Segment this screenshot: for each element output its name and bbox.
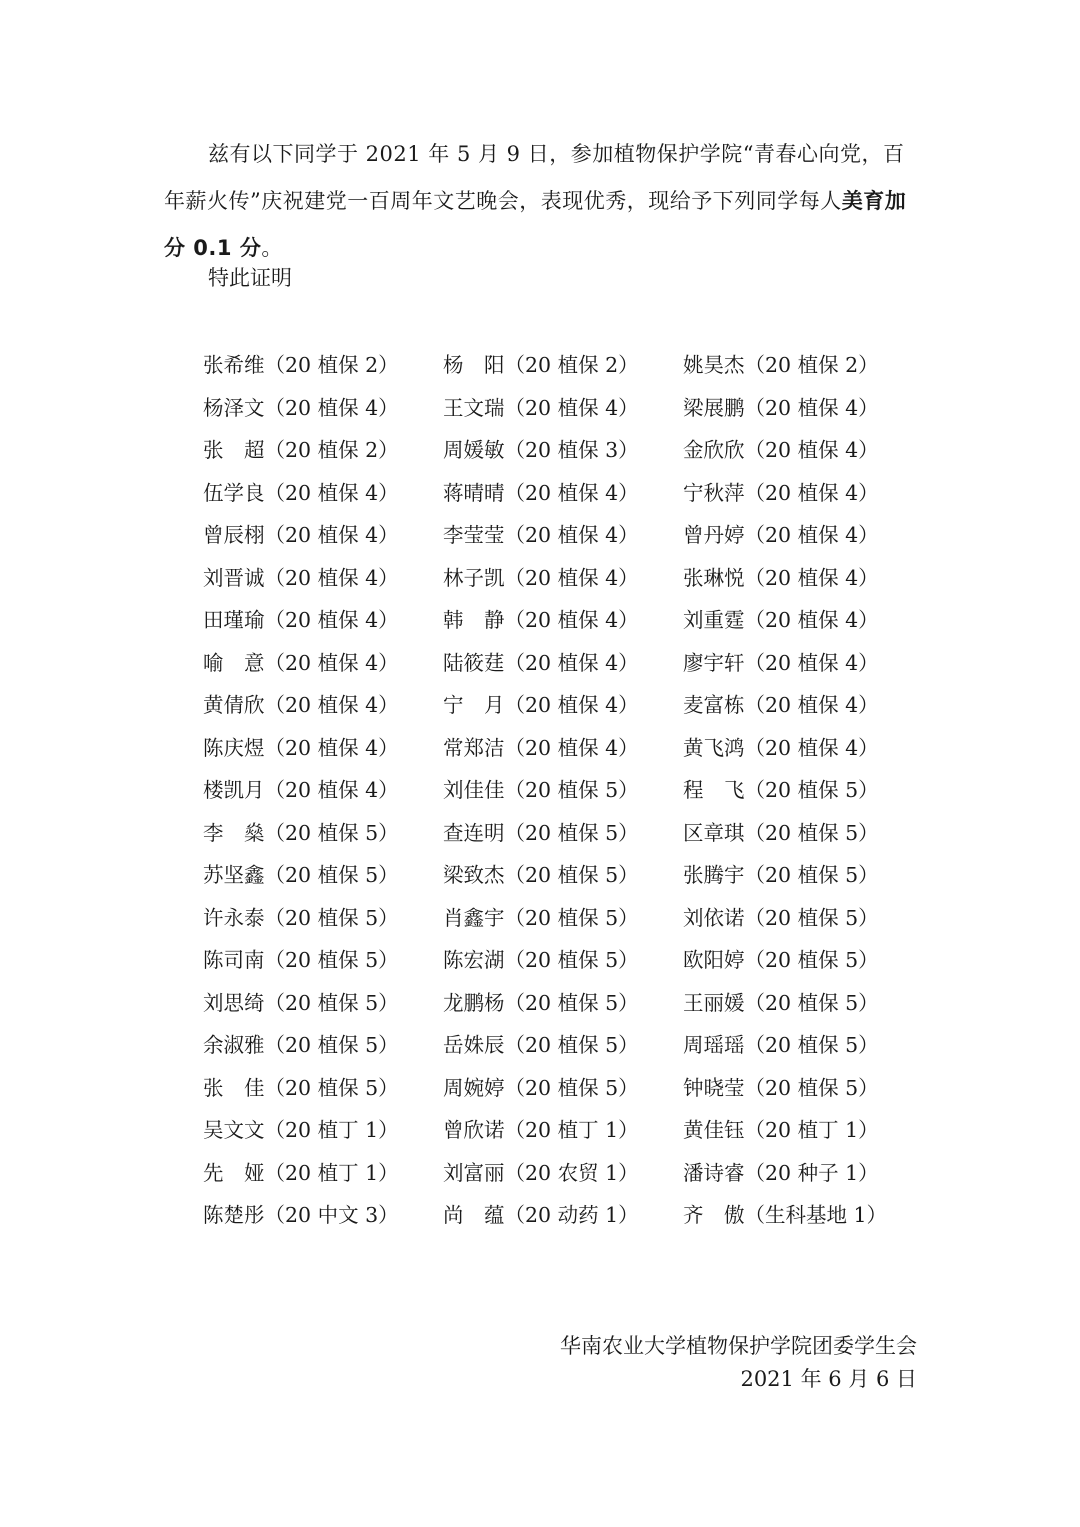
student-entry: 陈楚彤（20 中文 3） — [203, 1203, 399, 1228]
student-entry: 刘佳佳（20 植保 5） — [443, 778, 639, 803]
intro-bold-text: 美育加分 0.1 分 — [164, 189, 907, 260]
student-entry: 王丽媛（20 植保 5） — [683, 990, 879, 1015]
student-entry: 金欣欣（20 植保 4） — [683, 438, 879, 463]
student-entry: 刘晋诚（20 植保 4） — [203, 565, 399, 590]
signature-block — [560, 1330, 917, 1396]
name-row — [203, 470, 963, 513]
student-entry: 张琳悦（20 植保 4） — [683, 565, 879, 590]
intro-text: 兹有以下同学于 2021 年 5 月 9 日，参加植物保护学院“青春心向党，百年薪火传”庆祝建党一百周年文艺晚会，表现优秀，现给予下列同学每人 — [164, 142, 905, 213]
student-entry: 刘依诺（20 植保 5） — [683, 905, 879, 930]
name-row — [203, 1022, 963, 1065]
student-entry: 吴文文（20 植丁 1） — [203, 1118, 399, 1143]
name-row — [203, 597, 963, 640]
student-entry: 肖鑫宇（20 植保 5） — [443, 905, 639, 930]
student-entry: 喻 意（20 植保 4） — [203, 650, 399, 675]
name-row — [203, 895, 963, 938]
student-entry: 刘富丽（20 农贸 1） — [443, 1160, 639, 1185]
student-entry: 钟晓莹（20 植保 5） — [683, 1075, 879, 1100]
student-entry: 曾欣诺（20 植丁 1） — [443, 1118, 639, 1143]
student-entry: 潘诗睿（20 种子 1） — [683, 1160, 879, 1185]
name-row — [203, 682, 963, 725]
name-row — [203, 1150, 963, 1193]
student-entry: 尚 蕴（20 动药 1） — [443, 1203, 639, 1228]
intro-end: 。 — [261, 236, 283, 260]
student-entry: 周媛敏（20 植保 3） — [443, 438, 639, 463]
student-entry: 梁展鹏（20 植保 4） — [683, 395, 879, 420]
student-entry: 龙鹏杨（20 植保 5） — [443, 990, 639, 1015]
student-entry: 张 佳（20 植保 5） — [203, 1075, 399, 1100]
student-entry: 周婉婷（20 植保 5） — [443, 1075, 639, 1100]
student-entry: 曾丹婷（20 植保 4） — [683, 523, 879, 548]
student-entry: 楼凯月（20 植保 4） — [203, 778, 399, 803]
name-row — [203, 555, 963, 598]
student-entry: 杨 阳（20 植保 2） — [443, 353, 639, 378]
student-entry: 伍学良（20 植保 4） — [203, 480, 399, 505]
student-entry: 张腾宇（20 植保 5） — [683, 863, 879, 888]
student-entry: 余淑雅（20 植保 5） — [203, 1033, 399, 1058]
student-entry: 宁秋萍（20 植保 4） — [683, 480, 879, 505]
student-entry: 常郑洁（20 植保 4） — [443, 735, 639, 760]
name-row — [203, 640, 963, 683]
student-entry: 姚昊杰（20 植保 2） — [683, 353, 879, 378]
name-row — [203, 512, 963, 555]
student-entry: 程 飞（20 植保 5） — [683, 778, 879, 803]
student-entry: 黄倩欣（20 植保 4） — [203, 693, 399, 718]
student-entry: 麦富栋（20 植保 4） — [683, 693, 879, 718]
student-entry: 廖宇轩（20 植保 4） — [683, 650, 879, 675]
name-row — [203, 385, 963, 428]
name-row — [203, 810, 963, 853]
student-entry: 蒋晴晴（20 植保 4） — [443, 480, 639, 505]
student-entry: 苏坚鑫（20 植保 5） — [203, 863, 399, 888]
name-list — [203, 342, 963, 1235]
student-entry: 陈宏湖（20 植保 5） — [443, 948, 639, 973]
issue-date: 2021 年 6 月 6 日 — [740, 1367, 917, 1391]
name-row — [203, 342, 963, 385]
name-row — [203, 725, 963, 768]
student-entry: 周瑶瑶（20 植保 5） — [683, 1033, 879, 1058]
student-entry: 宁 月（20 植保 4） — [443, 693, 639, 718]
name-row — [203, 767, 963, 810]
student-entry: 林子凯（20 植保 4） — [443, 565, 639, 590]
issuing-organization: 华南农业大学植物保护学院团委学生会 — [560, 1334, 917, 1358]
student-entry: 杨泽文（20 植保 4） — [203, 395, 399, 420]
name-row — [203, 1192, 963, 1235]
student-entry: 王文瑞（20 植保 4） — [443, 395, 639, 420]
student-entry: 李莹莹（20 植保 4） — [443, 523, 639, 548]
student-entry: 韩 静（20 植保 4） — [443, 608, 639, 633]
student-entry: 李 燊（20 植保 5） — [203, 820, 399, 845]
name-row — [203, 1107, 963, 1150]
student-entry: 岳姝辰（20 植保 5） — [443, 1033, 639, 1058]
student-entry: 黄飞鸿（20 植保 4） — [683, 735, 879, 760]
student-entry: 许永泰（20 植保 5） — [203, 905, 399, 930]
name-row — [203, 427, 963, 470]
student-entry: 黄佳钰（20 植丁 1） — [683, 1118, 879, 1143]
name-row — [203, 937, 963, 980]
intro-paragraph — [164, 131, 924, 272]
student-entry: 齐 傲（生科基地 1） — [683, 1203, 888, 1228]
student-entry: 陆筱莛（20 植保 4） — [443, 650, 639, 675]
student-entry: 先 娅（20 植丁 1） — [203, 1160, 399, 1185]
student-entry: 区章琪（20 植保 5） — [683, 820, 879, 845]
student-entry: 陈司南（20 植保 5） — [203, 948, 399, 973]
name-row — [203, 1065, 963, 1108]
student-entry: 查连明（20 植保 5） — [443, 820, 639, 845]
name-row — [203, 980, 963, 1023]
name-row — [203, 852, 963, 895]
student-entry: 曾辰栩（20 植保 4） — [203, 523, 399, 548]
student-entry: 陈庆煜（20 植保 4） — [203, 735, 399, 760]
student-entry: 欧阳婷（20 植保 5） — [683, 948, 879, 973]
student-entry: 梁致杰（20 植保 5） — [443, 863, 639, 888]
student-entry: 刘思绮（20 植保 5） — [203, 990, 399, 1015]
certify-line: 特此证明 — [208, 266, 292, 290]
student-entry: 田瑾瑜（20 植保 4） — [203, 608, 399, 633]
student-entry: 刘重霆（20 植保 4） — [683, 608, 879, 633]
student-entry: 张希维（20 植保 2） — [203, 353, 399, 378]
student-entry: 张 超（20 植保 2） — [203, 438, 399, 463]
